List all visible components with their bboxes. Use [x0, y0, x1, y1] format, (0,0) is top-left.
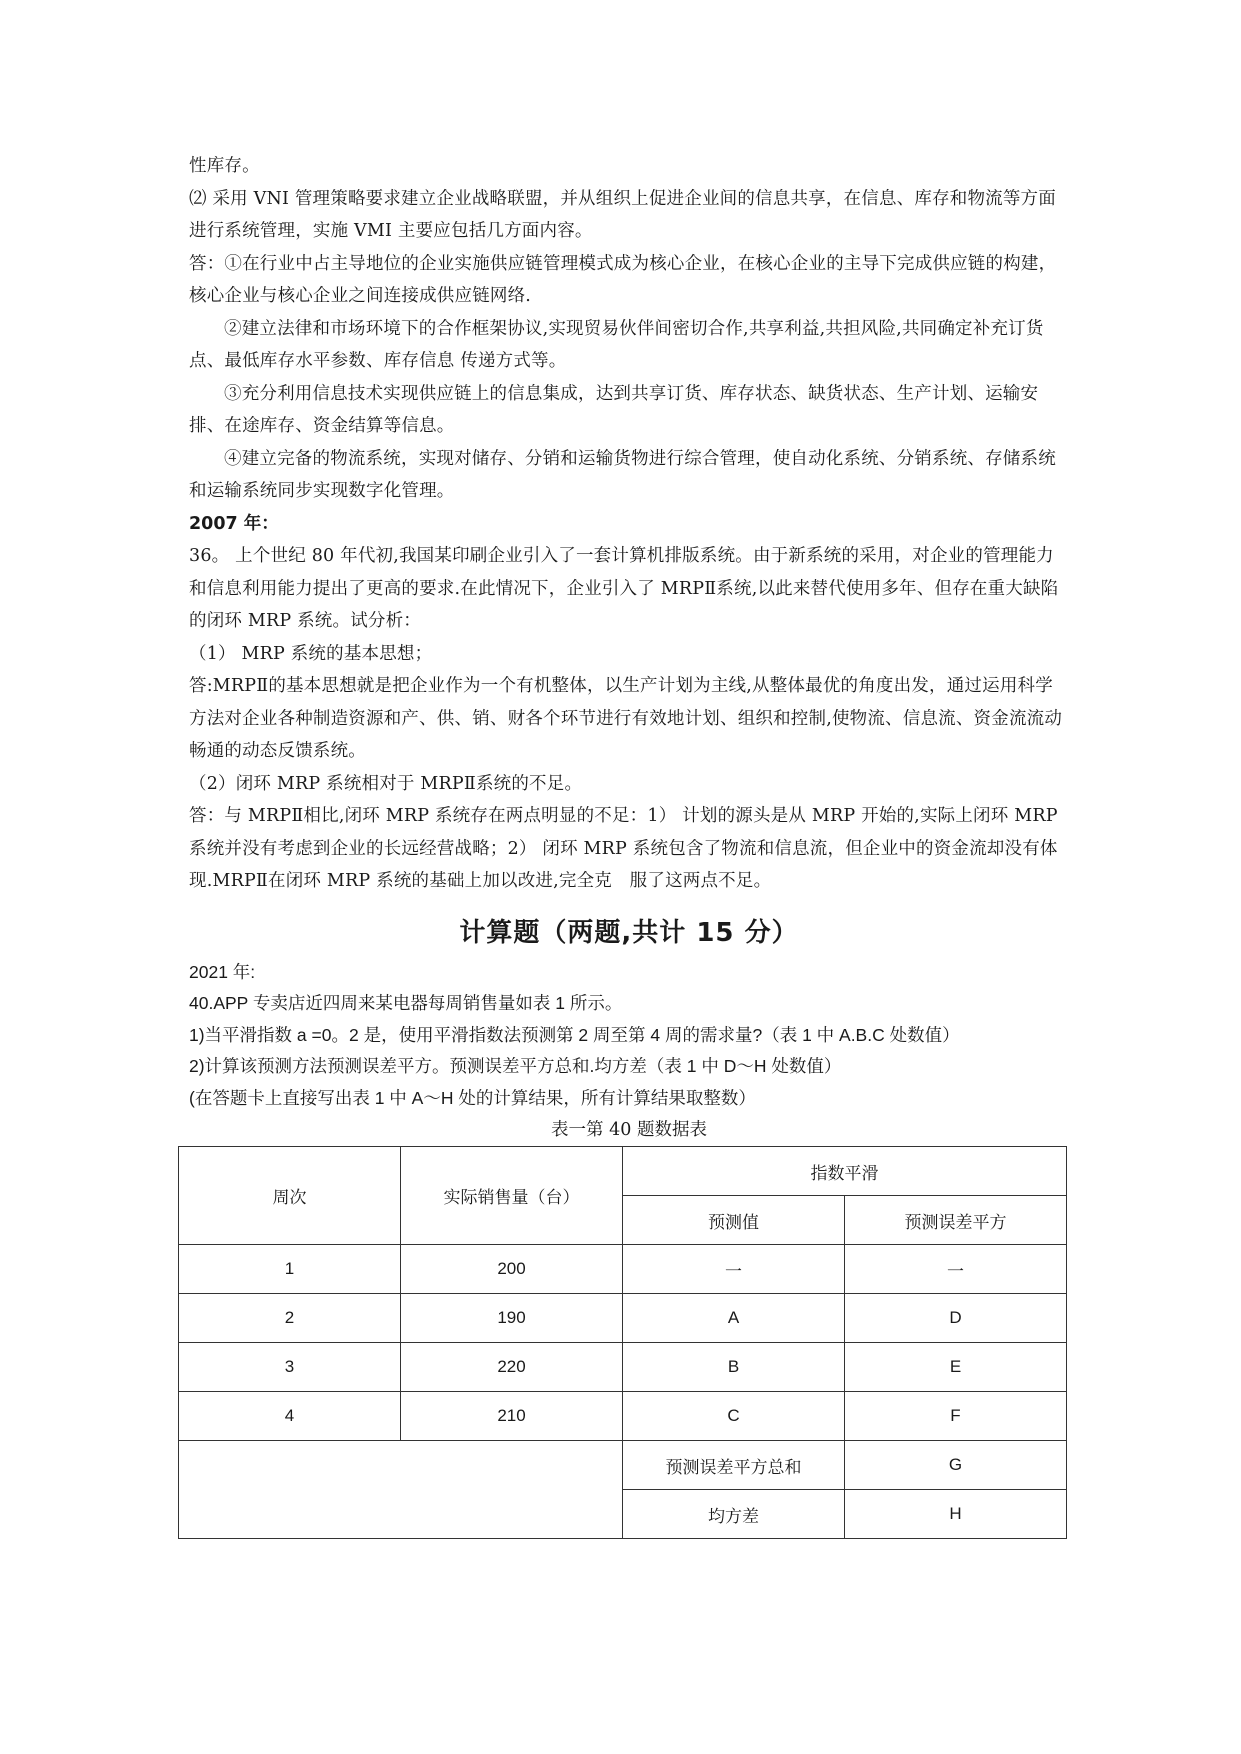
vmi-section — [189, 150, 1069, 508]
paragraph: 性库存。 — [189, 156, 260, 176]
msd-value: H — [845, 1490, 1067, 1539]
cell-forecast: C — [623, 1392, 845, 1441]
section-heading: 计算题（两题,共计 15 分） — [459, 917, 799, 948]
cell-error-squared: F — [845, 1392, 1067, 1441]
table-header-row — [179, 1147, 1067, 1196]
table-caption: 表一第 40 题数据表 — [551, 1120, 707, 1140]
table-row — [179, 1245, 1067, 1294]
cell-forecast: B — [623, 1343, 845, 1392]
answer-1: 答：①在行业中占主导地位的企业实施供应链管理模式成为核心企业，在核心企业的主导下完成供应链的构建，核心企业与核心企业之间连接成供应链网络. — [189, 253, 1057, 306]
header-sales: 实际销售量（台） — [401, 1147, 623, 1245]
cell-sales: 220 — [401, 1343, 623, 1392]
cell-sales: 200 — [401, 1245, 623, 1294]
header-forecast: 预测值 — [623, 1196, 845, 1245]
cell-forecast: A — [623, 1294, 845, 1343]
question-40-instruction: (在答题卡上直接写出表 1 中 A～H 处的计算结果，所有计算结果取整数） — [189, 1087, 756, 1108]
answer-sub-1: 答:MRPⅡ的基本思想就是把企业作为一个有机整体，以生产计划为主线,从整体最优的角度出发，通过运用科学方法对企业各种制造资源和产、供、销、财各个环节进行有效地计划、组织和控制,使物流、信息流、资金流流动畅通的动态反馈系统。 — [189, 676, 1063, 761]
question-2: ⑵ 采用 VNI 管理策略要求建立企业战略联盟，并从组织上促进企业间的信息共享，在信息、库存和物流等方面进行系统管理，实施 VMI 主要应包括几方面内容。 — [189, 188, 1056, 241]
year-2021-label: 2021 年: — [189, 961, 256, 982]
cell-sales: 210 — [401, 1392, 623, 1441]
mrp-section — [189, 540, 1069, 898]
answer-2: ②建立法律和市场环境下的合作框架协议,实现贸易伙伴间密切合作,共享利益,共担风险,共同确定补充订货点、最低库存水平参数、库存信息 传递方式等。 — [189, 318, 1044, 371]
sub-question-1: （1） MRP 系统的基本思想； — [189, 643, 433, 664]
sum-value: G — [845, 1441, 1067, 1490]
cell-week: 4 — [179, 1392, 401, 1441]
document-page — [189, 150, 1069, 1539]
header-smoothing: 指数平滑 — [623, 1147, 1067, 1196]
cell-sales: 190 — [401, 1294, 623, 1343]
table-row — [179, 1392, 1067, 1441]
question-40: 40.APP 专卖店近四周来某电器每周销售量如表 1 所示。 — [189, 993, 623, 1013]
cell-error-squared: E — [845, 1343, 1067, 1392]
answer-3: ③充分利用信息技术实现供应链上的信息集成，达到共享订货、库存状态、缺货状态、生产计划、运输安排、在途库存、资金结算等信息。 — [189, 383, 1039, 436]
sub-question-2: （2）闭环 MRP 系统相对于 MRPⅡ系统的不足。 — [189, 773, 583, 794]
question-36: 36。 上个世纪 80 年代初,我国某印刷企业引入了一套计算机排版系统。由于新系统的采用，对企业的管理能力和信息利用能力提出了更高的要求.在此情况下，企业引入了 MRPⅡ系统,以此来替代使用多年、但存在重大缺陷的闭环 MRP 系统。试分析： — [189, 546, 1059, 631]
cell-week: 3 — [179, 1343, 401, 1392]
table-row — [179, 1294, 1067, 1343]
blank-cell — [179, 1441, 623, 1539]
sum-label: 预测误差平方总和 — [623, 1441, 845, 1490]
year-2007-label: 2007 年： — [189, 513, 279, 534]
cell-week: 1 — [179, 1245, 401, 1294]
cell-week: 2 — [179, 1294, 401, 1343]
cell-error-squared: D — [845, 1294, 1067, 1343]
table-row — [179, 1343, 1067, 1392]
msd-label: 均方差 — [623, 1490, 845, 1539]
answer-sub-2: 答：与 MRPⅡ相比,闭环 MRP 系统存在两点明显的不足：1） 计划的源头是从 MRP 开始的,实际上闭环 MRP 系统并没有考虑到企业的长远经营战略；2） 闭环 MRP 系统包含了物流和信息流，但企业中的资金流却没有体现.MRPⅡ在闭环 MRP 系统的基础上加以改进,完全克 服了这两点不足。 — [189, 806, 1058, 891]
cell-error-squared: 一 — [845, 1245, 1067, 1294]
calc-section — [189, 957, 1069, 1115]
header-week: 周次 — [179, 1147, 401, 1245]
answer-4: ④建立完备的物流系统，实现对储存、分销和运输货物进行综合管理，使自动化系统、分销系统、存储系统和运输系统同步实现数字化管理。 — [189, 448, 1056, 501]
question-40-part-1: 1)当平滑指数 a =0。2 是，使用平滑指数法预测第 2 周至第 4 周的需求量?（表 1 中 A.B.C 处数值） — [189, 1024, 960, 1045]
data-table — [178, 1146, 1067, 1539]
header-error-squared: 预测误差平方 — [845, 1196, 1067, 1245]
table-summary-row — [179, 1441, 1067, 1490]
cell-forecast: 一 — [623, 1245, 845, 1294]
question-40-part-2: 2)计算该预测方法预测误差平方。预测误差平方总和.均方差（表 1 中 D～H 处数值） — [189, 1056, 842, 1076]
